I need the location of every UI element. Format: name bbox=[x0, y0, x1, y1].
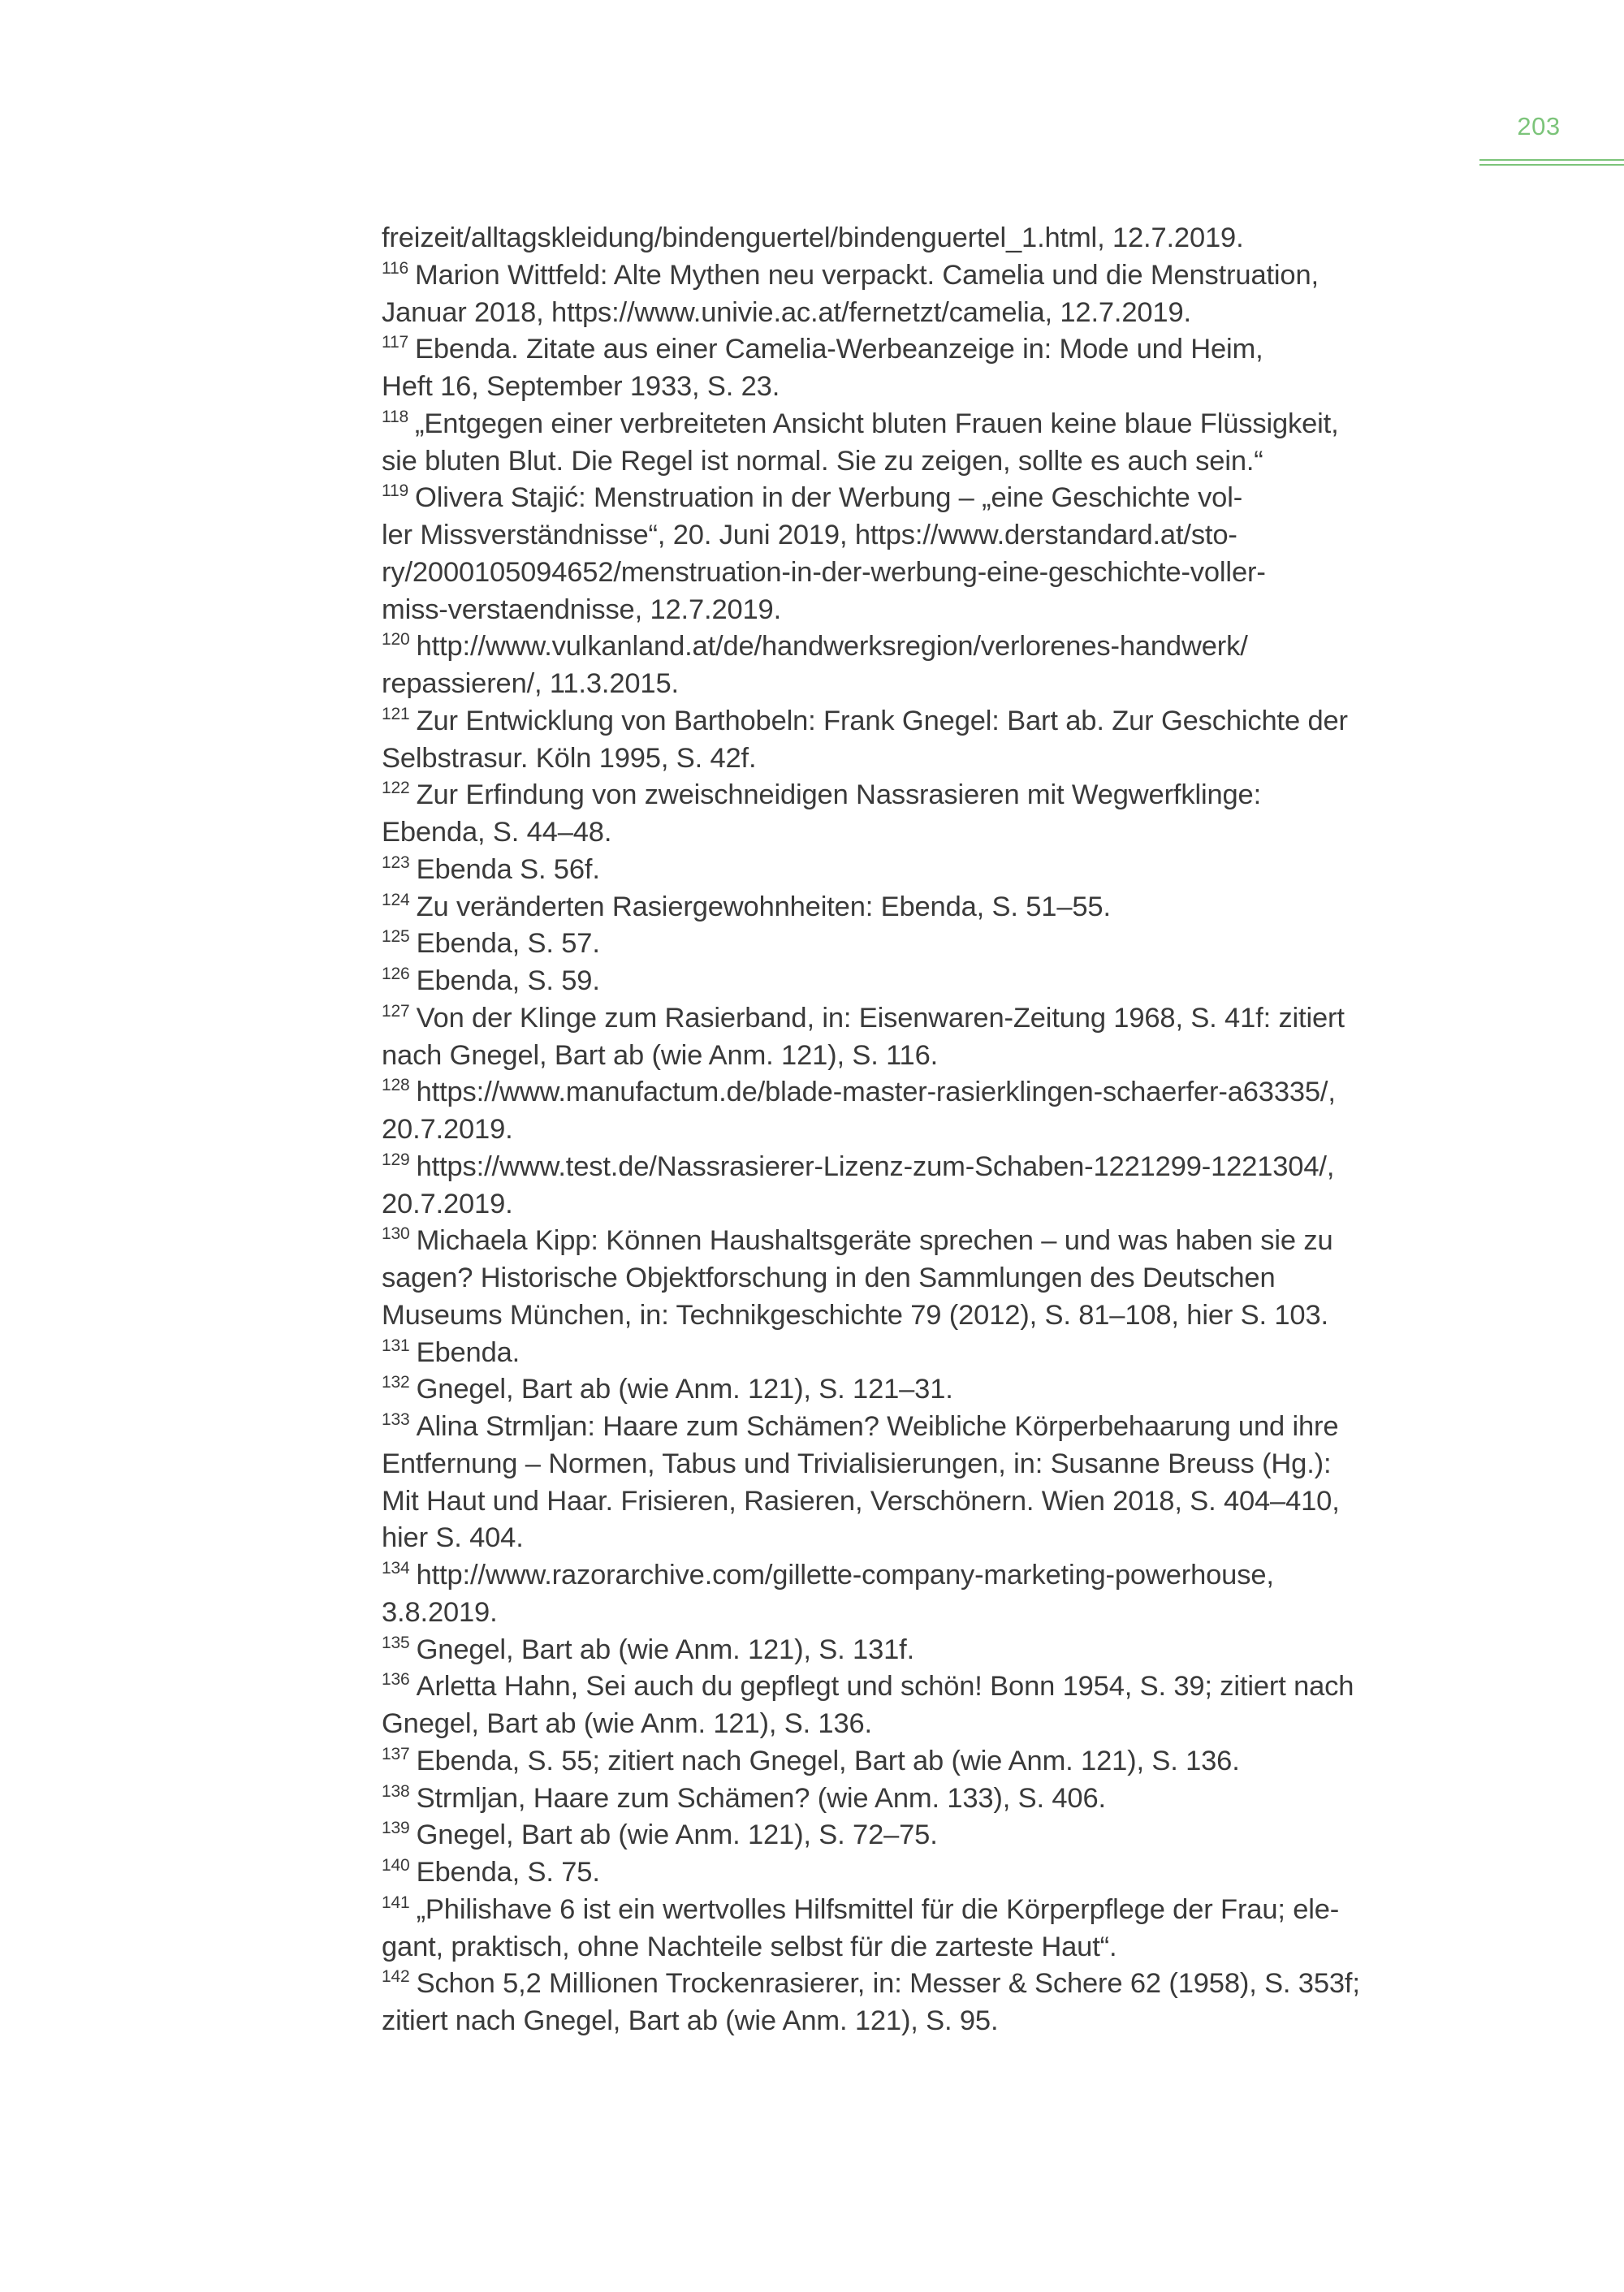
endnote-continuation-line bbox=[382, 295, 1462, 332]
endnote-number: 118 bbox=[382, 407, 409, 426]
endnote-line bbox=[382, 1966, 1462, 2003]
endnote-text: Zur Erfindung von zweischneidigen Nassrasieren mit Wegwerfklinge: bbox=[416, 779, 1262, 811]
endnote-line bbox=[382, 1781, 1462, 1818]
endnote-continuation-line bbox=[382, 369, 1462, 406]
endnotes-column bbox=[382, 220, 1462, 2040]
endnote-number: 132 bbox=[382, 1373, 410, 1392]
endnote-text: Januar 2018, https://www.univie.ac.at/fernetzt/camelia, 12.7.2019. bbox=[382, 296, 1191, 328]
endnote-number: 142 bbox=[382, 1967, 410, 1987]
endnote-number: 139 bbox=[382, 1819, 410, 1838]
endnote-text: Zur Entwicklung von Barthobeln: Frank Gnegel: Bart ab. Zur Geschichte der bbox=[416, 705, 1348, 736]
endnote-number: 136 bbox=[382, 1670, 410, 1690]
endnote-text: Michaela Kipp: Können Haushaltsgeräte sprechen – und was haben sie zu bbox=[416, 1225, 1333, 1257]
endnote-line bbox=[382, 406, 1462, 443]
endnote-text: zitiert nach Gnegel, Bart ab (wie Anm. 121), S. 95. bbox=[382, 2005, 999, 2036]
page-number-rule-top bbox=[1479, 159, 1624, 161]
endnote-line bbox=[382, 1632, 1462, 1669]
endnote-number: 138 bbox=[382, 1781, 410, 1801]
endnote-continuation-line bbox=[382, 1446, 1462, 1483]
endnote-continuation-line bbox=[382, 220, 1462, 257]
endnote-number: 130 bbox=[382, 1224, 410, 1244]
endnote-text: https://www.test.de/Nassrasierer-Lizenz-zum-Schaben-1221299-1221304/, bbox=[416, 1150, 1335, 1182]
endnote-text: hier S. 404. bbox=[382, 1522, 524, 1554]
endnote-text: Ebenda, S. 57. bbox=[416, 928, 600, 960]
endnote-number: 119 bbox=[382, 481, 409, 501]
endnote-continuation-line bbox=[382, 1929, 1462, 1966]
endnote-continuation-line bbox=[382, 666, 1462, 703]
endnote-number: 135 bbox=[382, 1633, 410, 1652]
endnote-line bbox=[382, 1335, 1462, 1372]
endnote-line bbox=[382, 1557, 1462, 1595]
endnote-text: Von der Klinge zum Rasierband, in: Eisenwaren-Zeitung 1968, S. 41f: zitiert bbox=[416, 1002, 1345, 1034]
endnote-number: 133 bbox=[382, 1410, 410, 1429]
endnote-line bbox=[382, 331, 1462, 369]
endnote-number: 124 bbox=[382, 890, 410, 909]
endnote-continuation-line bbox=[382, 555, 1462, 592]
endnote-text: „Philishave 6 ist ein wertvolles Hilfsmittel für die Körperpflege der Frau; ele- bbox=[416, 1893, 1340, 1925]
endnote-line bbox=[382, 1149, 1462, 1186]
endnote-text: Mit Haut und Haar. Frisieren, Rasieren, Verschönern. Wien 2018, S. 404–410, bbox=[382, 1485, 1340, 1517]
endnote-text: Alina Strmljan: Haare zum Schämen? Weibliche Körperbehaarung und ihre bbox=[416, 1411, 1339, 1442]
endnote-line bbox=[382, 1743, 1462, 1781]
endnote-continuation-line bbox=[382, 592, 1462, 629]
endnote-text: Strmljan, Haare zum Schämen? (wie Anm. 133), S. 406. bbox=[416, 1782, 1106, 1814]
endnote-line bbox=[382, 1074, 1462, 1111]
endnote-continuation-line bbox=[382, 1186, 1462, 1224]
endnote-number: 126 bbox=[382, 965, 410, 983]
endnote-text: Olivera Stajić: Menstruation in der Werbung – „eine Geschichte vol- bbox=[415, 482, 1243, 514]
endnote-text: Ebenda, S. 55; zitiert nach Gnegel, Bart ab (wie Anm. 121), S. 136. bbox=[416, 1745, 1240, 1776]
endnote-continuation-line bbox=[382, 814, 1462, 852]
endnote-text: Ebenda. Zitate aus einer Camelia-Werbeanzeige in: Mode und Heim, bbox=[415, 334, 1263, 365]
endnote-text: https://www.manufactum.de/blade-master-rasierklingen-schaerfer-a63335/, bbox=[416, 1077, 1336, 1108]
endnote-line bbox=[382, 1223, 1462, 1260]
endnote-continuation-line bbox=[382, 517, 1462, 555]
endnote-text: Ebenda, S. 44–48. bbox=[382, 817, 612, 848]
endnote-text: Arletta Hahn, Sei auch du gepflegt und schön! Bonn 1954, S. 39; zitiert nach bbox=[416, 1671, 1354, 1703]
endnote-continuation-line bbox=[382, 740, 1462, 778]
endnote-number: 122 bbox=[382, 779, 410, 798]
endnote-text: 3.8.2019. bbox=[382, 1596, 498, 1628]
endnote-line bbox=[382, 480, 1462, 517]
endnote-number: 141 bbox=[382, 1893, 410, 1912]
endnote-text: Entfernung – Normen, Tabus und Trivialisierungen, in: Susanne Breuss (Hg.): bbox=[382, 1448, 1332, 1479]
page-number-rule-bottom bbox=[1479, 164, 1624, 166]
endnote-line bbox=[382, 1409, 1462, 1446]
endnote-line bbox=[382, 1668, 1462, 1706]
endnote-text: gant, praktisch, ohne Nachteile selbst für die zarteste Haut“. bbox=[382, 1931, 1117, 1962]
endnote-continuation-line bbox=[382, 1595, 1462, 1632]
endnote-continuation-line bbox=[382, 1038, 1462, 1075]
endnote-line bbox=[382, 1817, 1462, 1854]
endnote-text: Zu veränderten Rasiergewohnheiten: Ebenda, S. 51–55. bbox=[416, 891, 1111, 922]
endnote-text: nach Gnegel, Bart ab (wie Anm. 121), S. 116. bbox=[382, 1039, 939, 1071]
endnote-continuation-line bbox=[382, 1520, 1462, 1557]
endnote-text: Ebenda S. 56f. bbox=[416, 853, 600, 885]
endnote-continuation-line bbox=[382, 1111, 1462, 1149]
endnote-line bbox=[382, 852, 1462, 889]
endnote-line bbox=[382, 1371, 1462, 1409]
endnote-number: 121 bbox=[382, 704, 410, 723]
endnote-text: 20.7.2019. bbox=[382, 1188, 513, 1219]
endnote-text: Gnegel, Bart ab (wie Anm. 121), S. 72–75. bbox=[416, 1819, 938, 1851]
page-number: 203 bbox=[1517, 112, 1561, 140]
endnote-text: Gnegel, Bart ab (wie Anm. 121), S. 131f. bbox=[416, 1634, 915, 1665]
endnote-continuation-line bbox=[382, 1260, 1462, 1297]
endnote-number: 134 bbox=[382, 1559, 410, 1578]
endnote-line bbox=[382, 963, 1462, 1000]
endnote-number: 128 bbox=[382, 1076, 410, 1095]
endnote-number: 125 bbox=[382, 927, 410, 947]
endnote-number: 116 bbox=[382, 258, 409, 278]
endnote-text: „Entgegen einer verbreiteten Ansicht bluten Frauen keine blaue Flüssigkeit, bbox=[415, 408, 1339, 439]
endnote-line bbox=[382, 926, 1462, 963]
endnote-line bbox=[382, 257, 1462, 295]
endnote-line bbox=[382, 889, 1462, 926]
endnote-text: http://www.razorarchive.com/gillette-company-marketing-powerhouse, bbox=[416, 1560, 1274, 1591]
endnote-text: miss-verstaendnisse, 12.7.2019. bbox=[382, 594, 782, 625]
endnote-text: ry/2000105094652/menstruation-in-der-werbung-eine-geschichte-voller- bbox=[382, 556, 1266, 588]
endnote-line bbox=[382, 777, 1462, 814]
endnote-text: repassieren/, 11.3.2015. bbox=[382, 668, 679, 699]
endnote-text: Heft 16, September 1933, S. 23. bbox=[382, 371, 780, 402]
endnote-text: 20.7.2019. bbox=[382, 1114, 513, 1145]
endnote-line bbox=[382, 628, 1462, 666]
endnote-line bbox=[382, 1000, 1462, 1038]
endnote-continuation-line bbox=[382, 1706, 1462, 1743]
endnote-text: Selbstrasur. Köln 1995, S. 42f. bbox=[382, 742, 757, 774]
endnote-text: Museums München, in: Technikgeschichte 79 (2012), S. 81–108, hier S. 103. bbox=[382, 1299, 1328, 1331]
endnote-continuation-line bbox=[382, 2003, 1462, 2040]
endnote-text: Ebenda, S. 75. bbox=[416, 1857, 600, 1888]
endnote-line bbox=[382, 1892, 1462, 1929]
endnote-text: sie bluten Blut. Die Regel ist normal. Sie zu zeigen, sollte es auch sein.“ bbox=[382, 445, 1263, 477]
endnote-continuation-line bbox=[382, 443, 1462, 481]
endnote-text: http://www.vulkanland.at/de/handwerksregion/verlorenes-handwerk/ bbox=[416, 631, 1248, 663]
endnote-line bbox=[382, 703, 1462, 740]
endnote-number: 127 bbox=[382, 1001, 410, 1021]
endnote-number: 140 bbox=[382, 1856, 410, 1875]
endnote-number: 137 bbox=[382, 1744, 410, 1763]
endnote-text: Schon 5,2 Millionen Trockenrasierer, in: Messer & Schere 62 (1958), S. 353f; bbox=[416, 1968, 1360, 2000]
endnote-text: Gnegel, Bart ab (wie Anm. 121), S. 136. bbox=[382, 1708, 872, 1739]
endnote-text: Marion Wittfeld: Alte Mythen neu verpackt. Camelia und die Menstruation, bbox=[415, 259, 1319, 291]
endnote-text: Ebenda, S. 59. bbox=[416, 965, 600, 996]
endnote-text: Gnegel, Bart ab (wie Anm. 121), S. 121–31. bbox=[416, 1374, 953, 1405]
endnote-continuation-line bbox=[382, 1297, 1462, 1335]
endnote-text: Ebenda. bbox=[416, 1336, 520, 1368]
endnote-number: 120 bbox=[382, 630, 410, 650]
endnote-text: freizeit/alltagskleidung/bindenguertel/bindenguertel_1.html, 12.7.2019. bbox=[382, 222, 1244, 253]
endnote-line bbox=[382, 1854, 1462, 1892]
endnote-number: 117 bbox=[382, 333, 409, 352]
endnote-text: sagen? Historische Objektforschung in den Sammlungen des Deutschen bbox=[382, 1263, 1276, 1293]
endnote-text: ler Missverständnisse“, 20. Juni 2019, https://www.derstandard.at/sto- bbox=[382, 520, 1237, 550]
endnote-number: 131 bbox=[382, 1336, 410, 1355]
endnote-number: 123 bbox=[382, 852, 410, 872]
endnote-continuation-line bbox=[382, 1483, 1462, 1521]
endnote-number: 129 bbox=[382, 1150, 410, 1169]
